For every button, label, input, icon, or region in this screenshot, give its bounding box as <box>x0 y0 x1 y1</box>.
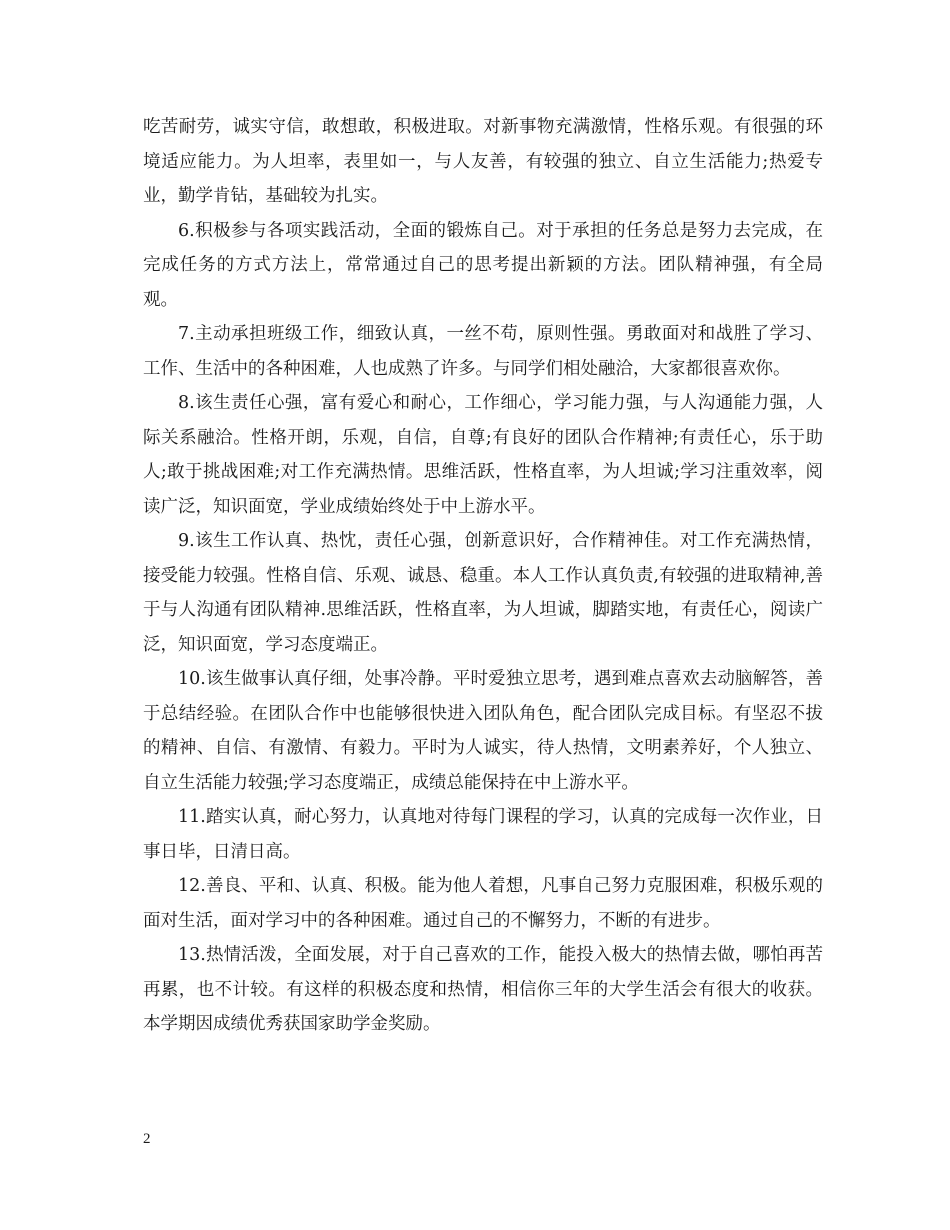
paragraph-item-9: 9.该生工作认真、热忱，责任心强，创新意识好，合作精神佳。对工作充满热情，接受能力较强。性格自信、乐观、诚恳、稳重。本人工作认真负责,有较强的进取精神,善于与人沟通有团队精神.思维活跃，性格直率，为人坦诚，脚踏实地，有责任心，阅读广泛，知识面宽，学习态度端正。 <box>143 531 823 655</box>
paragraph-item-6: 6.积极参与各项实践活动，全面的锻炼自己。对于承担的任务总是努力去完成，在完成任务的方式方法上，常常通过自己的思考提出新颖的方法。团队精神强，有全局观。 <box>143 220 823 310</box>
paragraph-item-7: 7.主动承担班级工作，细致认真，一丝不苟，原则性强。勇敢面对和战胜了学习、工作、生活中的各种困难，人也成熟了许多。与同学们相处融洽，大家都很喜欢你。 <box>143 324 823 379</box>
paragraph-item-8: 8.该生责任心强，富有爱心和耐心，工作细心，学习能力强，与人沟通能力强，人际关系融洽。性格开朗，乐观，自信，自尊;有良好的团队合作精神;有责任心，乐于助人;敢于挑战困难;对工作充满热情。思维活跃，性格直率，为人坦诚;学习注重效率，阅读广泛，知识面宽，学业成绩始终处于中上游水平。 <box>143 393 823 517</box>
paragraph-item-11: 11.踏实认真，耐心努力，认真地对待每门课程的学习，认真的完成每一次作业，日事日毕，日清日高。 <box>143 807 823 862</box>
paragraph-continuation: 吃苦耐劳，诚实守信，敢想敢，积极进取。对新事物充满激情，性格乐观。有很强的环境适应能力。为人坦率，表里如一，与人友善，有较强的独立、自立生活能力;热爱专业，勤学肯钻，基础较为扎实。 <box>143 117 823 206</box>
document-body <box>143 110 823 1042</box>
paragraph-item-12: 12.善良、平和、认真、积极。能为他人着想，凡事自己努力克服困难，积极乐观的面对生活，面对学习中的各种困难。通过自己的不懈努力，不断的有进步。 <box>143 876 823 931</box>
paragraph-item-13: 13.热情活泼，全面发展，对于自己喜欢的工作，能投入极大的热情去做，哪怕再苦再累，也不计较。有这样的积极态度和热情，相信你三年的大学生活会有很大的收获。本学期因成绩优秀获国家助学金奖励。 <box>143 945 823 1034</box>
paragraph-item-10: 10.该生做事认真仔细，处事冷静。平时爱独立思考，遇到难点喜欢去动脑解答，善于总结经验。在团队合作中也能够很快进入团队角色，配合团队完成目标。有坚忍不拔的精神、自信、有激情、有毅力。平时为人诚实，待人热情，文明素养好，个人独立、自立生活能力较强;学习态度端正，成绩总能保持在中上游水平。 <box>143 669 823 793</box>
page-number: 2 <box>143 1131 151 1147</box>
